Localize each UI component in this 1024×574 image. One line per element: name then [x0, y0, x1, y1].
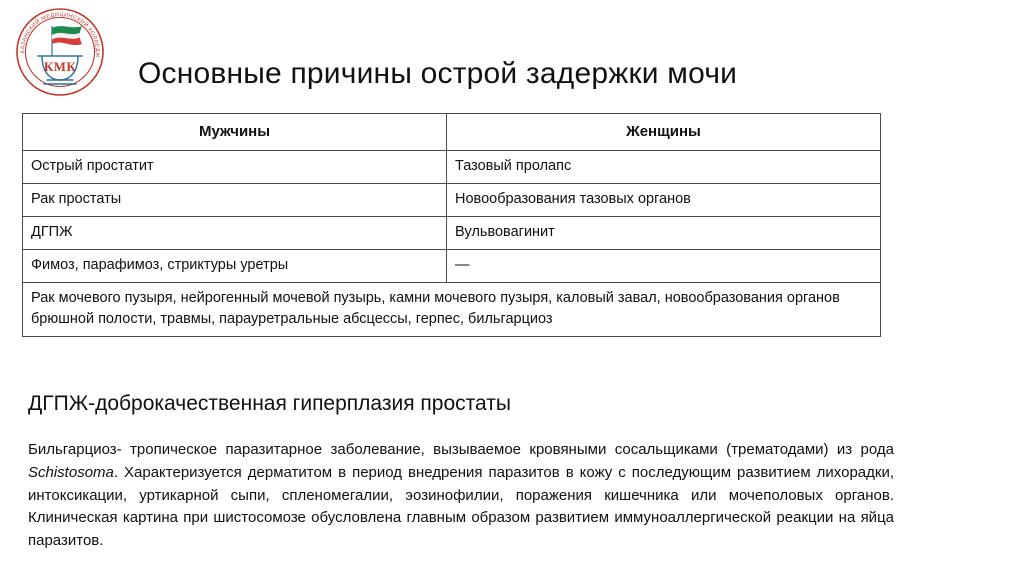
cell-men: Рак простаты: [23, 183, 447, 216]
paragraph-part-2: . Характеризуется дерматитом в период внедрения паразитов в кожу с последующим развитием лихорадки, интоксикации, уртикарной сыпи, спленомегалии, эозинофилии, поражения кишечника или мочеполовых органов. Клиническая картина при шистосомозе обусловлена главным образом развитием иммуноаллергической реакции на яйца паразитов.: [28, 463, 894, 550]
column-header-men: Мужчины: [23, 114, 447, 151]
college-logo: [14, 6, 106, 98]
cell-women: Тазовый пролапс: [447, 150, 881, 183]
cell-women: Новообразования тазовых органов: [447, 183, 881, 216]
table-row: [23, 216, 881, 249]
table-header-row: [23, 114, 881, 151]
page-title: Основные причины острой задержки мочи: [138, 57, 738, 91]
species-name: Schistosoma: [28, 463, 114, 481]
cell-women: Вульвовагинит: [447, 216, 881, 249]
cell-men: Острый простатит: [23, 150, 447, 183]
logo-monogram: КМК: [43, 59, 77, 74]
table-row: [23, 249, 881, 282]
column-header-women: Женщины: [447, 114, 881, 151]
cell-women: —: [447, 249, 881, 282]
table-row: [23, 150, 881, 183]
causes-table: [22, 113, 881, 337]
emblem-icon: [14, 6, 106, 98]
table-row: [23, 183, 881, 216]
table-row-merged: [23, 282, 881, 336]
body-paragraph: [28, 439, 894, 553]
causes-table-wrapper: [22, 113, 880, 337]
cell-men: Фимоз, парафимоз, стриктуры уретры: [23, 249, 447, 282]
svg-text:КАЗАНСКИЙ МЕДИЦИНСКИЙ КОЛЛЕДЖ: КАЗАНСКИЙ МЕДИЦИНСКИЙ КОЛЛЕДЖ: [19, 11, 101, 59]
cell-men: ДГПЖ: [23, 216, 447, 249]
subheading-bph: ДГПЖ-доброкачественная гиперплазия простаты: [28, 392, 511, 416]
paragraph-part-1: Бильгарциоз- тропическое паразитарное заболевание, вызываемое кровяными сосальщиками (трематодами) из рода: [28, 441, 894, 458]
cell-common-causes: Рак мочевого пузыря, нейрогенный мочевой пузырь, камни мочевого пузыря, каловый завал, новообразования органов брюшной полости, травмы, парауретральные абсцессы, герпес, бильгарциоз: [23, 282, 881, 336]
